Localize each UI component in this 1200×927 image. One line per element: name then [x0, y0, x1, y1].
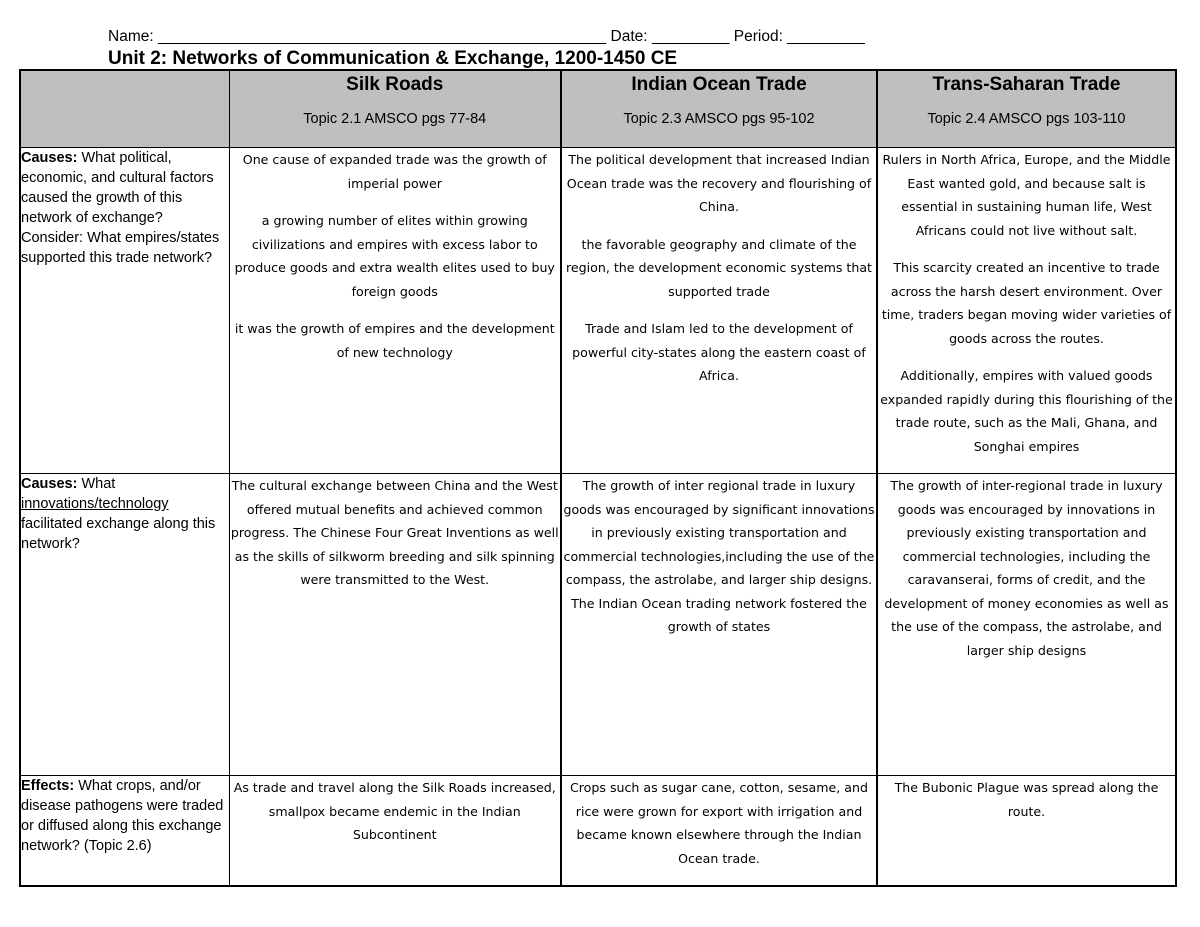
name-date-period-line: Name: ____________________________________________________ Date: _________ Period: _________ — [108, 28, 865, 45]
answer-paragraph: Trade and Islam led to the development of powerful city-states along the eastern coast of Africa. — [572, 321, 866, 383]
answer-paragraph: The growth of inter regional trade in luxury goods was encouraged by significant innovations in previously existing transportation and commercial technologies,including the use of the compass, the astrolabe, and larger ship designs. The Indian Ocean trading network fostered the growth of states — [563, 478, 875, 634]
header-row — [20, 70, 1176, 148]
row-label-text: facilitated exchange along this network? — [21, 516, 216, 552]
column-title: Silk Roads — [346, 74, 444, 95]
answer-paragraph: One cause of expanded trade was the growth of imperial power — [242, 152, 547, 191]
answer-paragraph: Rulers in North Africa, Europe, and the Middle East wanted gold, and because salt is essential in sustaining human life, West Africans could not live without salt. — [882, 152, 1171, 238]
row-label-bold: Causes: — [21, 476, 78, 492]
answer-paragraph: the favorable geography and climate of the region, the development economic systems that supported trade — [565, 236, 872, 299]
answer-paragraph: Additionally, empires with valued goods expanded rapidly during this flourishing of the trade route, such as the Mali, Ghana, and Songhai empires — [880, 368, 1173, 454]
answer-paragraph: The growth of inter-regional trade in luxury goods was encouraged by innovations in previously existing transportation and commercial technologies, including the caravanserai, forms of credit, and the development of money economies as well as the use of the compass, the astrolabe, and larger ship designs — [884, 478, 1169, 658]
answer-cell-silk-roads — [229, 148, 561, 474]
column-title: Indian Ocean Trade — [631, 74, 807, 95]
answer-cell-indian-ocean — [561, 148, 877, 474]
answer-paragraph: The Bubonic Plague was spread along the route. — [894, 780, 1159, 819]
answer-paragraph: Crops such as sugar cane, cotton, sesame, and rice were grown for export with irrigation and became known elsewhere through the Indian Ocean trade. — [569, 780, 868, 866]
row-label — [20, 776, 229, 886]
table-row-effects — [20, 776, 1176, 886]
row-label — [20, 148, 229, 474]
row-label — [20, 474, 229, 776]
column-header-silk-roads — [229, 70, 561, 148]
table-row-technology-causes — [20, 474, 1176, 776]
answer-cell-silk-roads — [229, 474, 561, 776]
row-label-bold: Effects: — [21, 778, 75, 794]
column-header-indian-ocean — [561, 70, 877, 148]
answer-cell-trans-saharan — [877, 474, 1176, 776]
answer-cell-indian-ocean — [561, 474, 877, 776]
column-topic: Topic 2.4 AMSCO pgs 103-110 — [927, 111, 1126, 127]
column-header-trans-saharan — [877, 70, 1176, 148]
answer-cell-silk-roads — [229, 776, 561, 886]
answer-paragraph: This scarcity created an incentive to trade across the harsh desert environment. Over time, traders began moving wider varieties of goods across the routes. — [881, 260, 1172, 346]
trade-network-table — [19, 69, 1177, 887]
row-label-underlined: innovations/technology — [21, 496, 169, 512]
answer-paragraph: The political development that increased Indian Ocean trade was the recovery and flourishing of China. — [566, 152, 872, 214]
answer-cell-indian-ocean — [561, 776, 877, 886]
answer-paragraph: it was the growth of empires and the development of new technology — [234, 321, 555, 360]
column-topic: Topic 2.3 AMSCO pgs 95-102 — [623, 111, 815, 127]
table-row-political-causes — [20, 148, 1176, 474]
column-topic: Topic 2.1 AMSCO pgs 77-84 — [303, 111, 487, 127]
column-title: Trans-Saharan Trade — [932, 74, 1121, 95]
page-title: Unit 2: Networks of Communication & Exchange, 1200-1450 CE — [108, 48, 678, 69]
answer-paragraph: As trade and travel along the Silk Roads increased, smallpox became endemic in the Indian Subcontinent — [233, 780, 556, 842]
row-label-text: What political, economic, and cultural factors caused the growth of this network of exchange? Consider: What empires/states supported this trade network? — [21, 150, 220, 266]
row-label-text: What crops, and/or disease pathogens were traded or diffused along this exchange network? (Topic 2.6) — [21, 778, 224, 854]
row-label-text: What — [77, 476, 116, 492]
answer-cell-trans-saharan — [877, 776, 1176, 886]
answer-cell-trans-saharan — [877, 148, 1176, 474]
answer-paragraph: The cultural exchange between China and the West offered mutual benefits and achieved common progress. The Chinese Four Great Inventions as well as the skills of silkworm breeding and silk spinning were transmitted to the West. — [230, 478, 559, 587]
corner-header-cell — [20, 70, 229, 148]
answer-paragraph: a growing number of elites within growing civilizations and empires with excess labor to produce goods and extra wealth elites used to buy foreign goods — [234, 213, 555, 299]
row-label-bold: Causes: — [21, 150, 78, 166]
